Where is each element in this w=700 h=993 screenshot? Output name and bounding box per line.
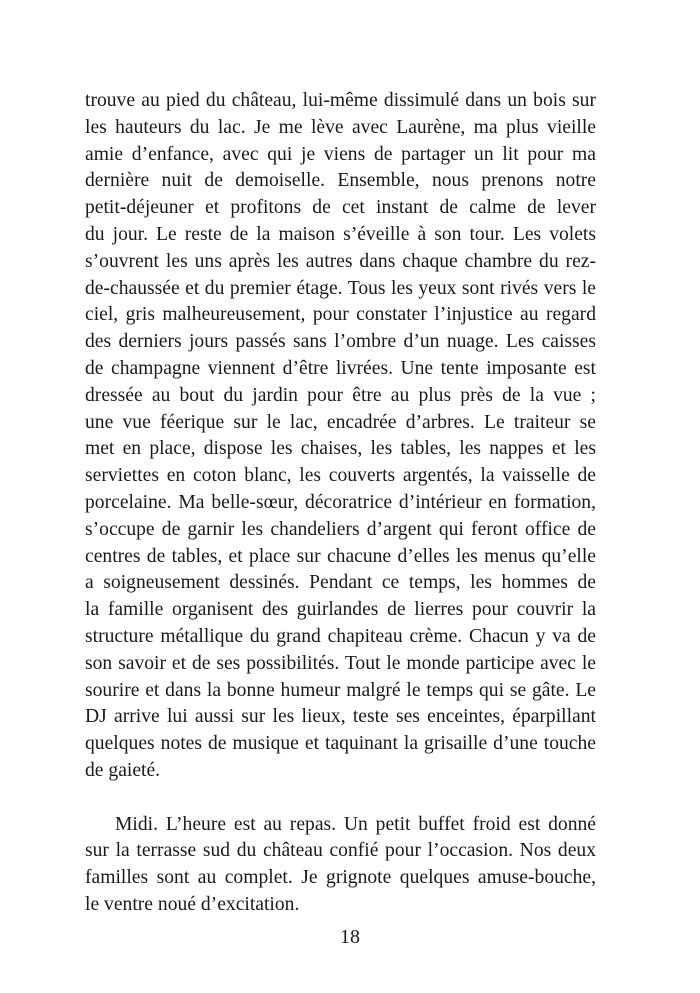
text-line: ciel, gris malheureusement, pour constater l’injustice au regard [85,304,596,326]
text-line: a soigneusement dessinés. Pendant ce temps, les hommes de [85,572,596,594]
text-line: de gaieté. [85,759,161,781]
paragraph-1 [85,88,596,785]
text-line: dressée au bout du jardin pour être au plus près de la vue ; [85,384,596,406]
page-body [85,88,596,919]
text-line: Midi. L’heure est au repas. Un petit buffet froid est donné [115,813,596,835]
text-line: centres de tables, et place sur chacune d’elles les menus qu’elle [85,545,596,567]
text-line: la famille organisent des guirlandes de lierres pour couvrir la [85,599,596,621]
text-line: son savoir et de ses possibilités. Tout le monde participe avec le [85,652,596,674]
text-line: serviettes en coton blanc, les couverts argentés, la vaisselle de [85,465,596,487]
text-line: le ventre noué d’excitation. [85,893,300,915]
paragraph-gap [85,785,596,812]
page-number: 18 [340,926,360,948]
text-line: petit-déjeuner et profitons de cet instant de calme de lever [85,197,596,219]
text-line: sur la terrasse sud du château confié pour l’occasion. Nos deux [85,840,596,862]
text-line: dernière nuit de demoiselle. Ensemble, nous prenons notre [85,170,596,192]
text-line: les hauteurs du lac. Je me lève avec Laurène, ma plus vieille [85,116,596,138]
text-line: s’occupe de garnir les chandeliers d’argent qui feront office de [85,518,596,540]
text-line: du jour. Le reste de la maison s’éveille à son tour. Les volets [85,223,596,245]
text-line: porcelaine. Ma belle-sœur, décoratrice d’intérieur en formation, [85,491,596,513]
text-line: DJ arrive lui aussi sur les lieux, teste ses enceintes, éparpillant [85,706,596,728]
text-line: une vue féerique sur le lac, encadrée d’arbres. Le traiteur se [85,411,596,433]
text-line: amie d’enfance, avec qui je viens de partager un lit pour ma [85,143,596,165]
text-line: de champagne viennent d’être livrées. Une tente imposante est [85,357,596,379]
text-line: met en place, dispose les chaises, les tables, les nappes et les [85,438,596,460]
text-line: familles sont au complet. Je grignote quelques amuse-bouche, [85,867,596,889]
text-line: structure métallique du grand chapiteau crème. Chacun y va de [85,625,596,647]
text-line: de-chaussée et du premier étage. Tous les yeux sont rivés vers le [85,277,596,299]
paragraph-2 [85,812,596,919]
text-line: des derniers jours passés sans l’ombre d’un nuage. Les caisses [85,331,596,353]
text-line: s’ouvrent les uns après les autres dans chaque chambre du rez- [85,250,596,272]
text-line: quelques notes de musique et taquinant la grisaille d’une touche [85,733,596,755]
text-line: sourire et dans la bonne humeur malgré le temps qui se gâte. Le [85,679,596,701]
text-line: trouve au pied du château, lui-même dissimulé dans un bois sur [85,90,596,111]
